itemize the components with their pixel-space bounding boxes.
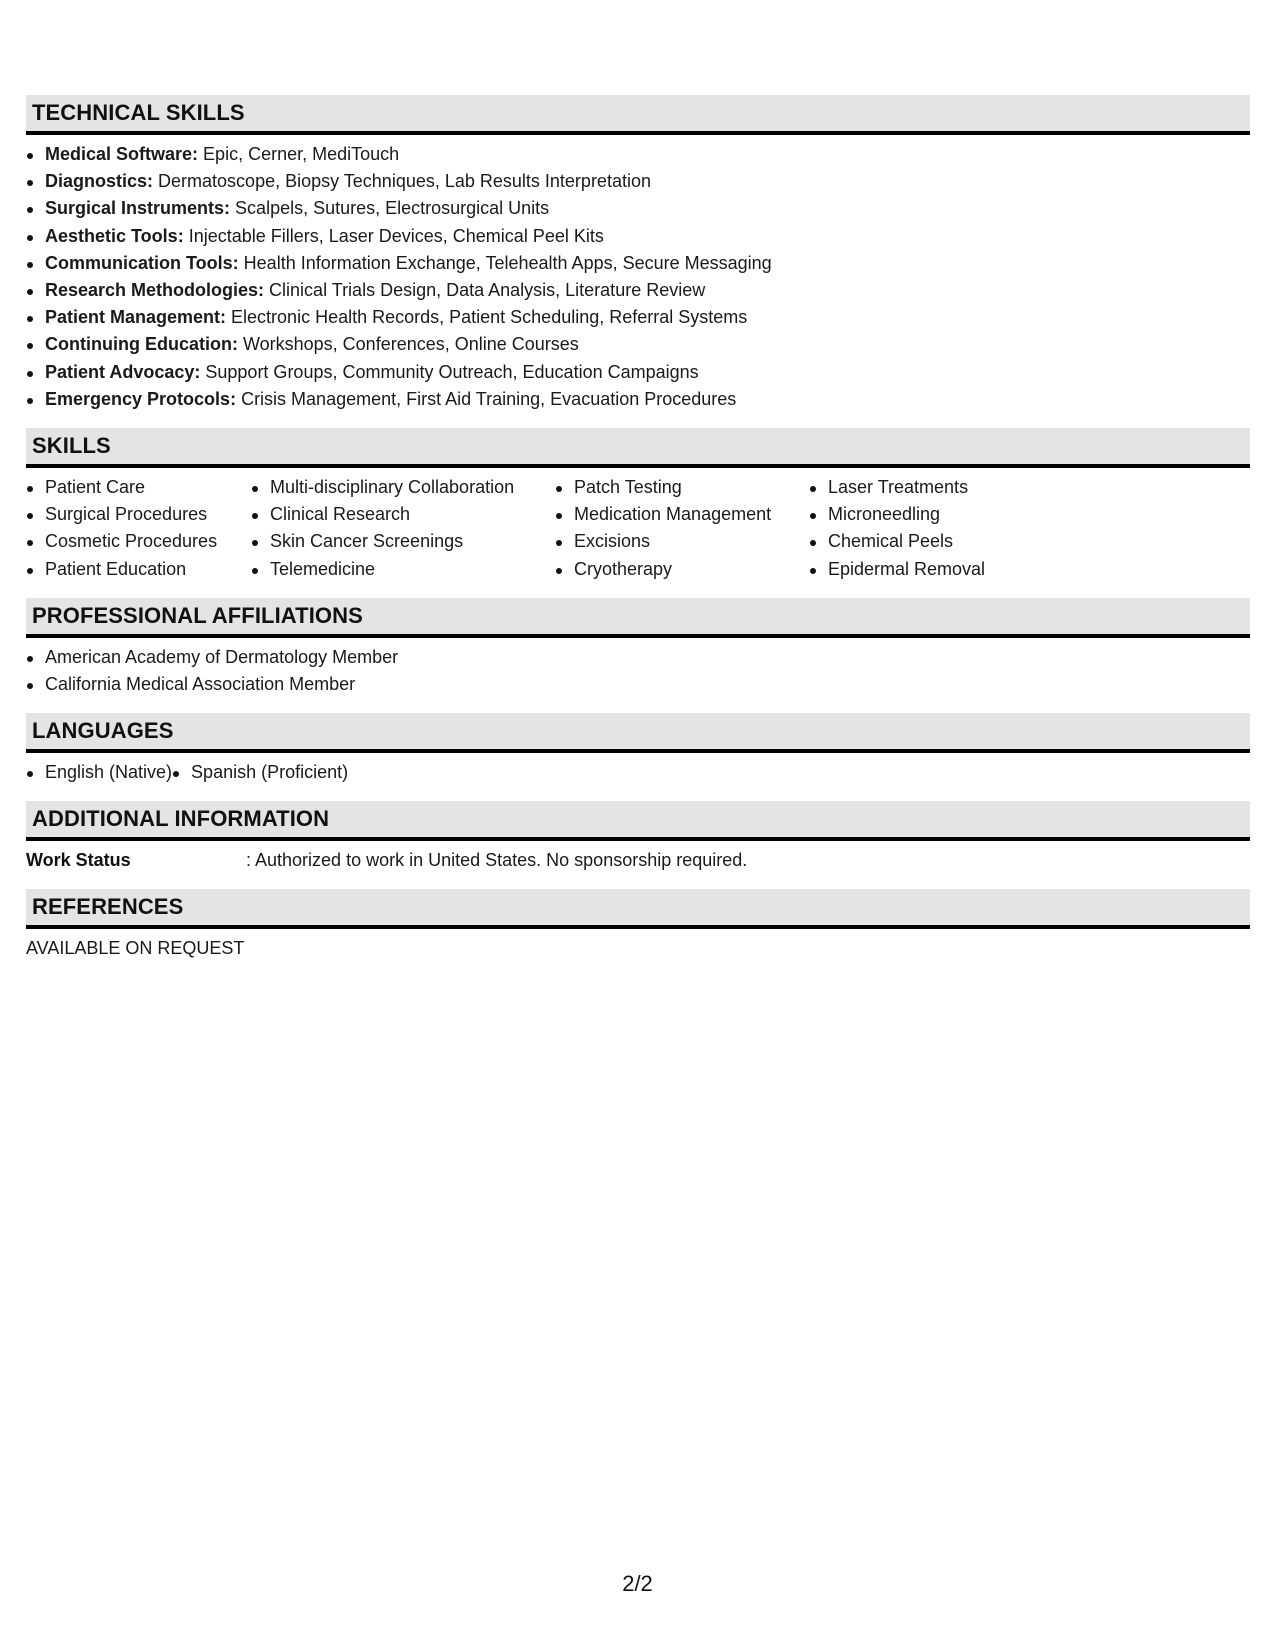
- skill-values: Workshops, Conferences, Online Courses: [237, 334, 579, 355]
- section-header: [26, 598, 1250, 638]
- skills-grid: [26, 474, 1250, 583]
- list-item: [26, 331, 1250, 358]
- skill-values: Clinical Trials Design, Data Analysis, Literature Review: [264, 280, 706, 301]
- affiliations-section: [26, 598, 1250, 713]
- list-item: [26, 277, 1250, 304]
- list-item: Chemical Peels: [809, 528, 1069, 555]
- list-item: Patient Education: [26, 556, 251, 583]
- list-item: Laser Treatments: [809, 474, 1069, 501]
- additional-info-section: [26, 801, 1250, 889]
- list-item: Excisions: [555, 528, 809, 555]
- list-item: Patch Testing: [555, 474, 809, 501]
- list-item: [26, 223, 1250, 250]
- list-item: Telemedicine: [251, 556, 555, 583]
- info-value: : Authorized to work in United States. No sponsorship required.: [246, 850, 748, 871]
- list-item: American Academy of Dermatology Member: [26, 644, 1250, 671]
- resume-page: [26, 95, 1250, 977]
- section-header: [26, 801, 1250, 841]
- skill-values: Electronic Health Records, Patient Scheduling, Referral Systems: [226, 307, 748, 328]
- list-item: Clinical Research: [251, 501, 555, 528]
- section-header: [26, 889, 1250, 929]
- technical-skills-section: [26, 95, 1250, 428]
- languages-section: [26, 713, 1250, 801]
- list-item: [26, 141, 1250, 168]
- list-item: English (Native): [26, 759, 172, 786]
- list-item: Spanish (Proficient): [172, 759, 348, 786]
- list-item: [26, 359, 1250, 386]
- list-item: California Medical Association Member: [26, 671, 1250, 698]
- skill-category: Patient Advocacy:: [45, 361, 201, 382]
- skill-values: Dermatoscope, Biopsy Techniques, Lab Results Interpretation: [153, 171, 651, 192]
- affiliations-list: [26, 644, 1250, 698]
- section-header: [26, 713, 1250, 753]
- info-label: Work Status: [26, 850, 131, 871]
- skill-category: Emergency Protocols:: [45, 388, 237, 409]
- technical-skills-list: [26, 141, 1250, 413]
- section-title: TECHNICAL SKILLS: [32, 100, 245, 125]
- skills-column: [809, 474, 1069, 583]
- skill-category: Aesthetic Tools:: [45, 225, 184, 246]
- section-title: SKILLS: [32, 433, 111, 459]
- section-header: [26, 95, 1250, 135]
- list-item: [26, 250, 1250, 277]
- languages-list: [26, 759, 1250, 786]
- list-item: Medication Management: [555, 501, 809, 528]
- skill-category: Continuing Education:: [45, 334, 238, 355]
- skill-category: Diagnostics:: [45, 171, 154, 192]
- list-item: [26, 168, 1250, 195]
- list-item: Multi-disciplinary Collaboration: [251, 474, 555, 501]
- skill-values: Crisis Management, First Aid Training, Evacuation Procedures: [236, 388, 737, 409]
- skill-values: Epic, Cerner, MediTouch: [198, 144, 400, 164]
- list-item: Patient Care: [26, 474, 251, 501]
- skills-column: [251, 474, 555, 583]
- references-section: [26, 889, 1250, 977]
- page-number: 2/2: [622, 1571, 653, 1596]
- list-item: [26, 386, 1250, 413]
- list-item: Epidermal Removal: [809, 556, 1069, 583]
- skills-column: [555, 474, 809, 583]
- section-title: LANGUAGES: [32, 718, 174, 744]
- list-item: Microneedling: [809, 501, 1069, 528]
- skill-category: Patient Management:: [45, 307, 227, 328]
- skill-category: Communication Tools:: [45, 252, 239, 273]
- skill-category: Medical Software:: [45, 144, 199, 164]
- skill-values: Injectable Fillers, Laser Devices, Chemical Peel Kits: [183, 225, 604, 246]
- skills-section: [26, 428, 1250, 598]
- section-title: REFERENCES: [32, 894, 184, 920]
- section-header: [26, 428, 1250, 468]
- list-item: Cryotherapy: [555, 556, 809, 583]
- info-row: [26, 847, 1250, 874]
- list-item: [26, 195, 1250, 222]
- list-item: [26, 304, 1250, 331]
- skill-category: Research Methodologies:: [45, 280, 265, 301]
- skill-values: Support Groups, Community Outreach, Education Campaigns: [200, 361, 699, 382]
- skill-category: Surgical Instruments:: [45, 198, 231, 219]
- references-text: AVAILABLE ON REQUEST: [26, 938, 245, 959]
- list-item: Surgical Procedures: [26, 501, 251, 528]
- list-item: Cosmetic Procedures: [26, 528, 251, 555]
- skill-values: Health Information Exchange, Telehealth Apps, Secure Messaging: [238, 252, 772, 273]
- skill-values: Scalpels, Sutures, Electrosurgical Units: [230, 198, 550, 219]
- list-item: Skin Cancer Screenings: [251, 528, 555, 555]
- skills-column: [26, 474, 251, 583]
- section-title: PROFESSIONAL AFFILIATIONS: [32, 602, 363, 628]
- section-title: ADDITIONAL INFORMATION: [32, 806, 330, 832]
